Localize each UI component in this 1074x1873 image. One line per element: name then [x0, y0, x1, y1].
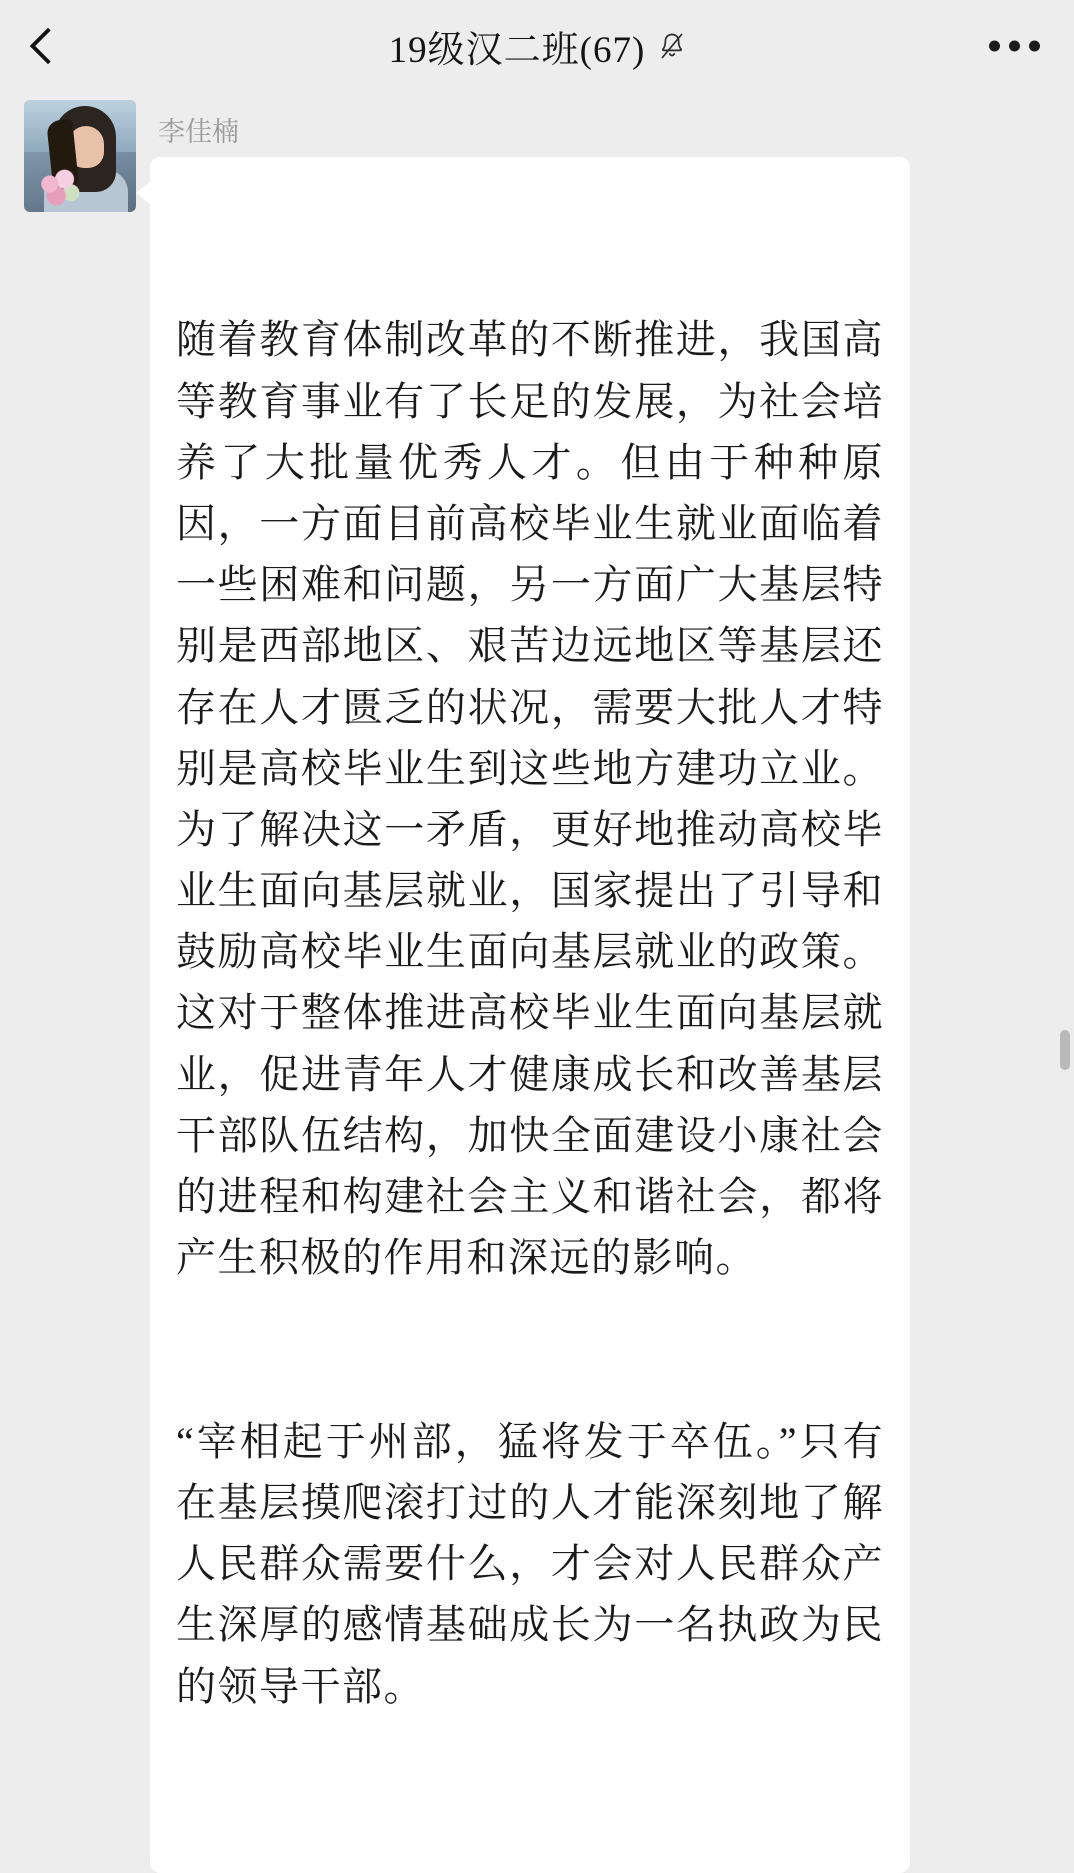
chat-message-list[interactable]	[0, 92, 1074, 1873]
page-title: 19级汉二班(67)	[388, 30, 646, 71]
chat-header	[0, 0, 1074, 92]
sender-name: 李佳楠	[158, 117, 239, 147]
more-dots-icon	[1029, 41, 1040, 52]
message-item	[0, 100, 1074, 1873]
message-bubble[interactable]	[150, 157, 910, 1873]
more-dots-icon	[989, 41, 1000, 52]
chevron-left-icon	[30, 28, 67, 65]
bell-mute-icon	[659, 31, 685, 61]
message-paragraph: 随着教育体制改革的不断推进，我国高等教育事业有了长足的发展，为社会培养了大批量优秀人才。但由于种种原因，一方面目前高校毕业生就业面临着一些困难和问题，另一方面广大基层特别是西部地区、艰苦边远地区等基层还存在人才匮乏的状况，需要大批人才特别是高校毕业生到这些地方建功立业。为了解决这一矛盾，更好地推动高校毕业生面向基层就业，国家提出了引导和鼓励高校毕业生面向基层就业的政策。这对于整体推进高校毕业生面向基层就业，促进青年人才健康成长和改善基层干部队伍结构，加快全面建设小康社会的进程和构建社会主义和谐社会，都将产生积极的作用和深远的影响。	[176, 317, 884, 1281]
scrollbar-thumb[interactable]	[1060, 1030, 1070, 1070]
message-text-block	[176, 187, 884, 1839]
more-options-button[interactable]	[985, 31, 1044, 62]
header-title-group	[389, 19, 686, 73]
avatar[interactable]	[24, 100, 136, 212]
back-button[interactable]	[24, 18, 72, 74]
more-dots-icon	[1009, 41, 1020, 52]
message-content-column	[150, 100, 910, 1873]
message-paragraph: “宰相起于州部，猛将发于卒伍。”只有在基层摸爬滚打过的人才能深刻地了解人民群众需要什么，才会对人民群众产生深厚的感情基础成长为一名执政为民的领导干部。	[176, 1418, 884, 1709]
avatar-flowers	[36, 168, 82, 208]
